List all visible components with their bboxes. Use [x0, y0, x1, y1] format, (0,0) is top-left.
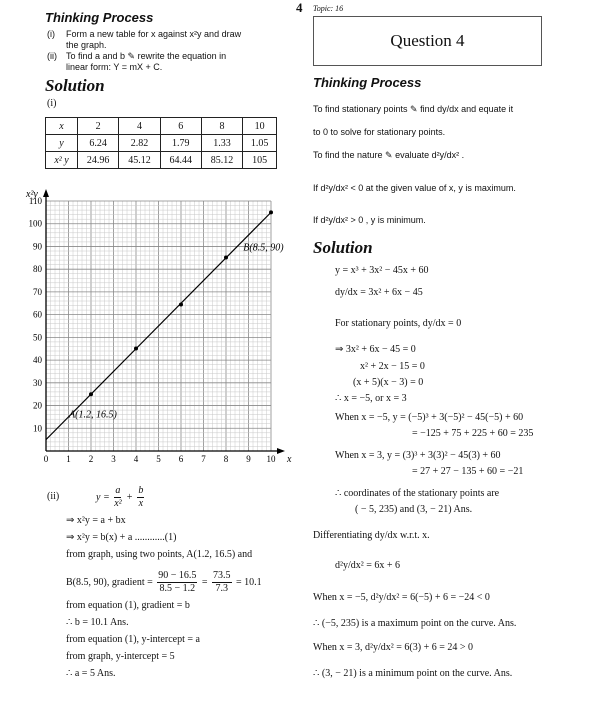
x-tick-label: 8	[223, 454, 229, 464]
sol-line-4: ⇒ 3x² + 6x − 45 = 0	[335, 344, 416, 355]
sol-line-8: When x = −5, y = (−5)³ + 3(−5)² − 45(−5) + 60	[335, 412, 524, 423]
sol-line-9: = −125 + 75 + 225 + 60 = 235	[412, 428, 534, 439]
right-thinking-title: Thinking Process	[313, 75, 422, 90]
y-axis-label: x²y	[26, 189, 38, 200]
sol-line-6: (x + 5)(x − 3) = 0	[353, 377, 424, 388]
table-cell: 45.12	[119, 152, 160, 169]
eq-3: ⇒ x²y = b(x) + a ............(1)	[66, 532, 177, 543]
x-tick-label: 4	[133, 454, 139, 464]
table-cell: x² y	[46, 152, 78, 169]
step-1-line2: the graph.	[66, 40, 107, 50]
table-cell: 64.44	[160, 152, 201, 169]
eq-9: from graph, y-intercept = 5	[66, 651, 175, 662]
sol-line-12: ∴ coordinates of the stationary points are	[335, 488, 500, 499]
data-point	[179, 303, 183, 307]
y-tick-label: 10	[33, 423, 42, 434]
sol-line-3: For stationary points, dy/dx = 0	[335, 318, 462, 329]
left-solution-title: Solution	[45, 76, 105, 95]
page-number: 4	[296, 0, 303, 15]
eq-7: ∴ b = 10.1 Ans.	[66, 617, 129, 628]
tp-line-4: If d²y/dx² < 0 at the given value of x, y is maximum.	[313, 183, 516, 193]
table-cell: 2.82	[119, 135, 160, 152]
table-cell: y	[46, 135, 78, 152]
x-axis-label: x	[287, 454, 292, 465]
y-tick-label: 80	[33, 264, 42, 275]
eq-4: from graph, using two points, A(1.2, 16.5) and	[66, 549, 253, 560]
sol-line-17: ∴ (−5, 235) is a maximum point on the curve. Ans.	[313, 618, 517, 629]
y-tick-label: 50	[33, 332, 42, 343]
table-row	[46, 135, 277, 152]
data-point	[134, 346, 138, 350]
sol-line-15: d²y/dx² = 6x + 6	[335, 560, 401, 571]
table-cell: 85.12	[201, 152, 242, 169]
eq-6: from equation (1), gradient = b	[66, 600, 190, 611]
tp-line-2: to 0 to solve for stationary points.	[313, 127, 446, 137]
table-cell: 1.33	[201, 135, 242, 152]
data-point	[89, 392, 93, 396]
part-i-label: (i)	[47, 98, 57, 109]
tp-line-5: If d²y/dx² > 0 , y is minimum.	[313, 215, 426, 225]
sol-line-7: ∴ x = −5, or x = 3	[335, 393, 407, 404]
table-cell: 8	[201, 118, 242, 135]
graph	[20, 175, 305, 470]
topic-label: Topic: 16	[313, 4, 344, 13]
eq-5: B(8.5, 90), gradient = $\frac{90 - 16.5}{8.5 - 1.2}$ = $\frac{73.5}{7.3}$ = 10.1	[66, 570, 262, 594]
x-tick-label: 6	[178, 454, 184, 464]
step-1-line1: Form a new table for x against x²y and draw	[66, 29, 242, 39]
x-tick-label: 3	[111, 454, 116, 464]
table-cell: 6.24	[78, 135, 119, 152]
tp-line-3: To find the nature ✎ evaluate d²y/dx² .	[313, 150, 465, 160]
y-tick-label: 90	[33, 241, 42, 252]
table-cell: x	[46, 118, 78, 135]
y-axis-arrow	[43, 189, 49, 197]
sol-line-13: ( − 5, 235) and (3, − 21) Ans.	[355, 504, 473, 515]
sol-line-19: ∴ (3, − 21) is a minimum point on the curve. Ans.	[313, 668, 513, 679]
y-tick-label: 20	[33, 400, 42, 411]
y-tick-label: 110	[28, 196, 42, 206]
table-cell: 10	[243, 118, 277, 135]
data-point	[269, 210, 273, 214]
x-axis-arrow	[277, 448, 285, 454]
table-cell: 24.96	[78, 152, 119, 169]
sol-line-11: = 27 + 27 − 135 + 60 = −21	[412, 466, 524, 477]
y-tick-label: 30	[33, 377, 42, 388]
step-2-line1: To find a and b ✎ rewrite the equation in	[66, 51, 227, 61]
table-cell: 1.79	[160, 135, 201, 152]
step-2-num: (ii)	[47, 51, 57, 61]
table-header-row	[46, 118, 277, 135]
y-tick-label: 40	[33, 355, 42, 366]
table-cell: 2	[78, 118, 119, 135]
x-tick-label: 9	[246, 454, 251, 464]
sol-line-5: x² + 2x − 15 = 0	[360, 361, 425, 372]
sol-line-14: Differentiating dy/dx w.r.t. x.	[313, 530, 430, 541]
part-ii-label: (ii)	[47, 491, 60, 502]
table-cell: 105	[243, 152, 277, 169]
x-tick-label: 1	[66, 454, 71, 464]
data-point	[224, 256, 228, 260]
tp-line-1: To find stationary points ✎ find dy/dx and equate it	[313, 104, 514, 114]
question-title: Question 4	[390, 31, 465, 50]
sol-line-16: When x = −5, d²y/dx² = 6(−5) + 6 = −24 < 0	[313, 592, 490, 603]
sol-line-10: When x = 3, y = (3)³ + 3(3)² − 45(3) + 60	[335, 450, 501, 461]
x-tick-label: 2	[88, 454, 94, 464]
point-b-label: B(8.5, 90)	[243, 242, 284, 254]
step-1-num: (i)	[47, 29, 55, 39]
eq-10: ∴ a = 5 Ans.	[66, 668, 116, 679]
x-tick-label: 0	[43, 454, 49, 464]
y-tick-label: 100	[28, 218, 42, 229]
x-tick-label: 5	[156, 454, 161, 464]
table-cell: 6	[160, 118, 201, 135]
data-table	[45, 117, 277, 169]
point-a-label: A(1.2, 16.5)	[69, 409, 117, 421]
question-box	[313, 16, 542, 66]
table-cell: 1.05	[243, 135, 277, 152]
right-solution-title: Solution	[313, 238, 373, 257]
eq-8: from equation (1), y-intercept = a	[66, 634, 200, 645]
table-cell: 4	[119, 118, 160, 135]
y-tick-label: 60	[33, 309, 42, 320]
x-tick-label: 10	[266, 454, 276, 464]
step-2-line2: linear form: Y = mX + C.	[66, 62, 163, 72]
eq-2: ⇒ x²y = a + bx	[66, 515, 126, 526]
x-tick-label: 7	[201, 454, 206, 464]
sol-line-18: When x = 3, d²y/dx² = 6(3) + 6 = 24 > 0	[313, 642, 474, 653]
sol-line-2: dy/dx = 3x² + 6x − 45	[335, 287, 423, 298]
left-thinking-title: Thinking Process	[45, 10, 154, 25]
sol-line-1: y = x³ + 3x² − 45x + 60	[335, 265, 429, 276]
eq-1: y = $\frac{a}{\text{x²}}$ + $\frac{b}{x}$	[96, 485, 144, 509]
y-tick-label: 70	[33, 286, 42, 297]
table-row	[46, 152, 277, 169]
